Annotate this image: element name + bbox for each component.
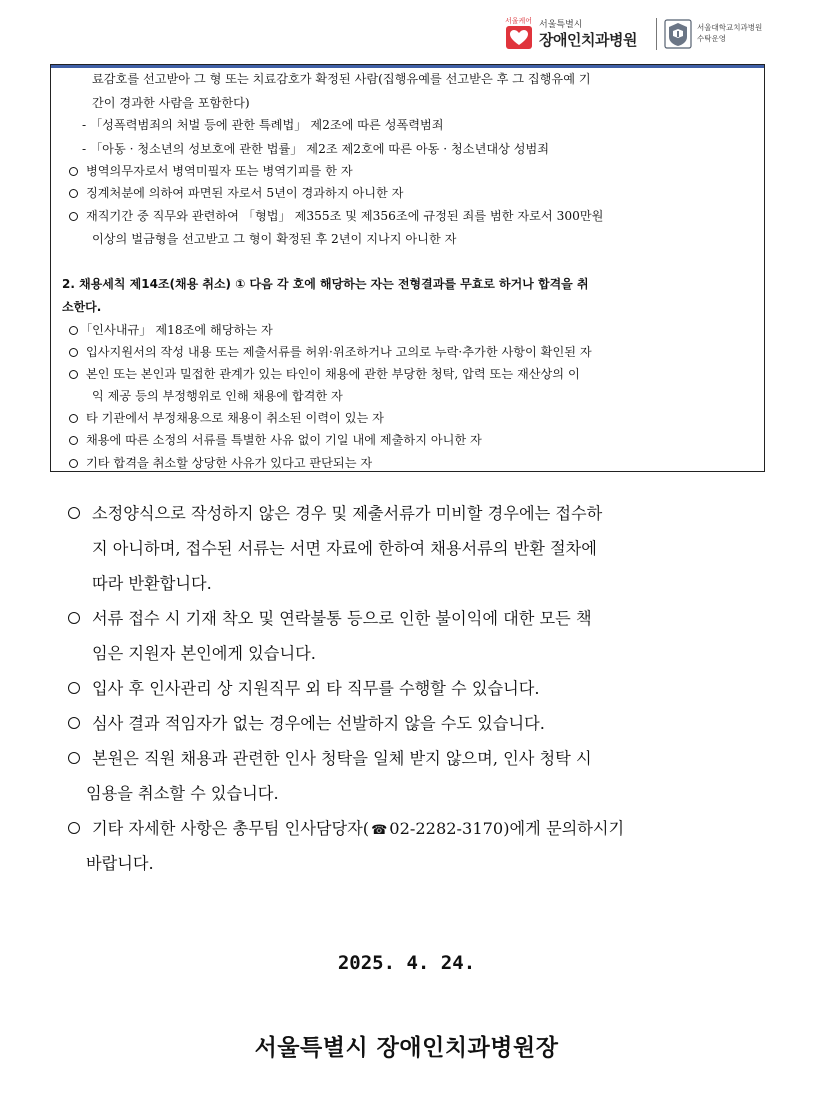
circle-bullet-icon bbox=[69, 167, 78, 176]
box-top-bar bbox=[51, 65, 764, 68]
box-bullet-text: 병역의무자로서 병역미필자 또는 병역기피를 한 자 bbox=[86, 164, 353, 178]
circle-bullet-icon bbox=[69, 212, 78, 221]
circle-bullet-icon bbox=[69, 414, 78, 423]
box-line: 간이 경과한 사람을 포함한다) bbox=[92, 96, 250, 110]
hospital-logo bbox=[502, 16, 652, 52]
box-line: - 「아동 · 청소년의 성보호에 관한 법률」 제2조 제2호에 따른 아동 · 청소년대상 성범죄 bbox=[82, 142, 550, 156]
heart-icon bbox=[506, 26, 532, 49]
circle-bullet-icon bbox=[68, 717, 80, 729]
cancel-item-text: 채용에 따른 소정의 서류를 특별한 사유 없이 기일 내에 제출하지 아니한 자 bbox=[86, 433, 482, 447]
partner-subtitle: 수탁운영 bbox=[697, 34, 726, 43]
box-line: - 「성폭력범죄의 처벌 등에 관한 특례법」 제2조에 따른 성폭력범죄 bbox=[82, 118, 444, 132]
disqualification-box bbox=[50, 64, 765, 472]
cancel-item-text: 「인사내규」 제18조에 해당하는 자 bbox=[80, 323, 273, 337]
cancel-item bbox=[69, 322, 273, 338]
circle-bullet-icon bbox=[69, 348, 78, 357]
note-item bbox=[68, 748, 592, 770]
cancel-item bbox=[69, 344, 592, 360]
note-cont: 따라 반환합니다. bbox=[92, 574, 212, 593]
city-name: 서울특별시 bbox=[539, 20, 583, 30]
hospital-name: 장애인치과병원 bbox=[539, 31, 637, 49]
cancel-item bbox=[69, 432, 482, 448]
document-date: 2025. 4. 24. bbox=[337, 952, 476, 974]
box-line: 이상의 벌금형을 선고받고 그 형이 확정된 후 2년이 지나지 아니한 자 bbox=[92, 232, 457, 246]
box-bullet-text: 징계처분에 의하여 파면된 자로서 5년이 경과하지 아니한 자 bbox=[86, 186, 404, 200]
note-item bbox=[68, 678, 540, 700]
circle-bullet-icon bbox=[68, 507, 80, 519]
circle-bullet-icon bbox=[69, 326, 78, 335]
box-bullet-item bbox=[69, 163, 353, 179]
section-title: 2. 채용세칙 제14조(채용 취소) ① 다음 각 호에 해당하는 자는 전형결과를 무효로 하거나 합격을 취 bbox=[62, 277, 589, 291]
phone-number: 02-2282-3170)에게 문의하시기 bbox=[389, 819, 625, 838]
cancel-item-text: 타 기관에서 부정채용으로 채용이 취소된 이력이 있는 자 bbox=[86, 411, 384, 425]
partner-name: 서울대학교치과병원 bbox=[697, 23, 763, 32]
cancel-item-text: 기타 합격을 취소할 상당한 사유가 있다고 판단되는 자 bbox=[86, 456, 373, 470]
note-text: 입사 후 인사관리 상 지원직무 외 타 직무를 수행할 수 있습니다. bbox=[92, 679, 540, 698]
care-tag: 서울케어 bbox=[504, 17, 533, 25]
page-header bbox=[0, 0, 813, 62]
note-item bbox=[68, 503, 602, 525]
circle-bullet-icon bbox=[69, 189, 78, 198]
note-cont: 바랍니다. bbox=[86, 854, 154, 873]
cancel-item-cont: 익 제공 등의 부정행위로 인해 채용에 합격한 자 bbox=[92, 389, 343, 403]
circle-bullet-icon bbox=[68, 682, 80, 694]
circle-bullet-icon bbox=[68, 612, 80, 624]
cancel-item bbox=[69, 366, 580, 382]
partner-logo-text bbox=[697, 22, 762, 44]
note-cont: 임은 지원자 본인에게 있습니다. bbox=[92, 644, 316, 663]
circle-bullet-icon bbox=[69, 436, 78, 445]
box-bullet-item bbox=[69, 208, 603, 224]
note-text: 본원은 직원 채용과 관련한 인사 청탁을 일체 받지 않으며, 인사 청탁 시 bbox=[92, 749, 592, 768]
note-cont: 임용을 취소할 수 있습니다. bbox=[86, 784, 279, 803]
cancel-item-text: 본인 또는 본인과 밀접한 관계가 있는 타인이 채용에 관한 부당한 청탁, 압력 또는 재산상의 이 bbox=[86, 367, 580, 381]
note-text: 소정양식으로 작성하지 않은 경우 및 제출서류가 미비할 경우에는 접수하 bbox=[92, 504, 603, 523]
box-line: 료감호를 선고받아 그 형 또는 치료감호가 확정된 사람(집행유예를 선고받은 후 그 집행유예 기 bbox=[92, 72, 591, 86]
section-title-cont: 소한다. bbox=[62, 300, 102, 314]
circle-bullet-icon bbox=[68, 752, 80, 764]
circle-bullet-icon bbox=[69, 459, 78, 468]
issuer-signature: 서울특별시 장애인치과병원장 bbox=[254, 1035, 559, 1061]
cancel-item bbox=[69, 410, 384, 426]
note-text: 서류 접수 시 기재 착오 및 연락불통 등으로 인한 불이익에 대한 모든 책 bbox=[92, 609, 592, 628]
cancel-item-text: 입사지원서의 작성 내용 또는 제출서류를 허위·위조하거나 고의로 누락·추가한 사항이 확인된 자 bbox=[86, 345, 592, 359]
note-item bbox=[68, 713, 545, 735]
logo-divider bbox=[656, 18, 657, 50]
note-text: 기타 자세한 사항은 총무팀 인사담당자( bbox=[92, 819, 370, 838]
phone-icon: ☎ bbox=[371, 823, 388, 838]
note-item bbox=[68, 818, 624, 842]
box-bullet-item bbox=[69, 185, 403, 201]
cancel-item bbox=[69, 455, 372, 471]
note-cont: 지 아니하며, 접수된 서류는 서면 자료에 한하여 채용서류의 반환 절차에 bbox=[92, 539, 597, 558]
university-emblem-icon bbox=[664, 19, 692, 49]
circle-bullet-icon bbox=[69, 370, 78, 379]
circle-bullet-icon bbox=[68, 822, 80, 834]
note-item bbox=[68, 608, 592, 630]
box-bullet-text: 재직기간 중 직무와 관련하여 「형법」 제355조 및 제356조에 규정된 죄를 범한 자로서 300만원 bbox=[86, 209, 604, 223]
seoul-care-logo bbox=[502, 16, 535, 50]
note-text: 심사 결과 적임자가 없는 경우에는 선발하지 않을 수도 있습니다. bbox=[92, 714, 545, 733]
